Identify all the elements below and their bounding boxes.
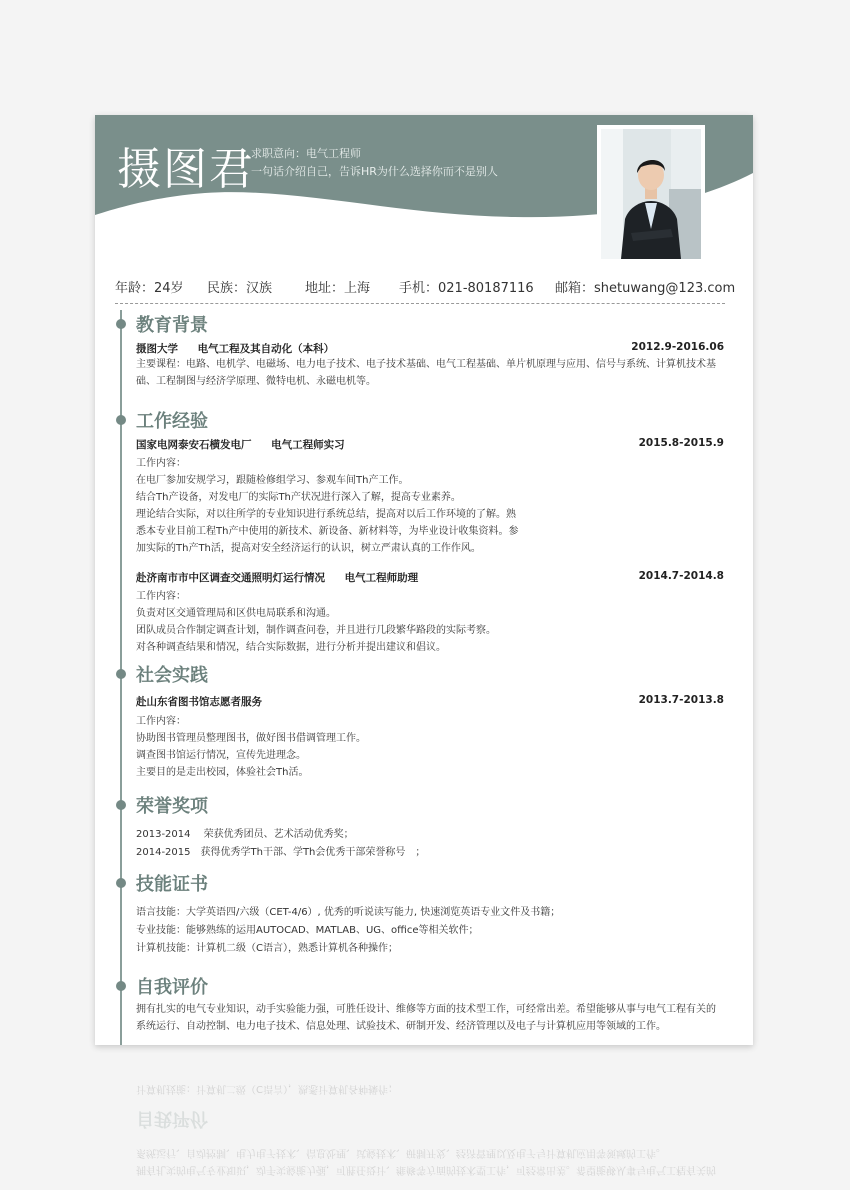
skill-line: 语言技能：大学英语四/六级（CET-4/6）, 优秀的听说读写能力, 快速浏览英语专业文件及书籍； — [136, 907, 561, 918]
job-line: 悉本专业目前工程Th产中使用的新技术、新设备、新材料等，为毕业设计收集资料。参 — [136, 526, 519, 537]
section-dot — [116, 981, 126, 991]
section-title: 教育背景 — [136, 315, 208, 336]
section-dot — [116, 878, 126, 888]
practice-date: 2013.7-2013.8 — [638, 694, 724, 706]
school-name: 摄图大学 — [136, 343, 178, 355]
job-date: 2014.7-2014.8 — [638, 570, 724, 582]
profile-photo — [597, 125, 705, 263]
job-line: 工作内容： — [136, 591, 186, 602]
tagline: 一句话介绍自己，告诉HR为什么选择你而不是别人 — [251, 165, 498, 178]
job-line: 理论结合实际，对以往所学的专业知识进行系统总结，提高对以后工作环境的了解。熟 — [136, 509, 516, 520]
info-email: 邮箱：shetuwang@123.com — [555, 281, 736, 296]
job-header — [136, 437, 724, 452]
practice-line: 工作内容： — [136, 716, 186, 727]
section-title: 自我评价 — [136, 977, 208, 998]
practice-line: 协助图书管理员整理图书，做好图书借调管理工作。 — [136, 733, 366, 744]
person-photo-icon — [601, 129, 701, 259]
company-name: 赴济南市市中区调查交通照明灯运行情况 — [136, 572, 325, 584]
education-date: 2012.9-2016.06 — [631, 341, 724, 353]
job-header — [136, 570, 724, 585]
practice-line: 调查图书馆运行情况，宣传先进理念。 — [136, 750, 306, 761]
honor-line: 2014-2015 获得优秀学Th干部、学Th会优秀干部荣誉称号 ； — [136, 847, 426, 858]
section-dot — [116, 669, 126, 679]
reflection-line: 计算机技能：计算机二级（C语言），熟悉计算机各种操作； — [136, 1083, 398, 1094]
job-line: 对各种调查结果和情况，结合实际数据，进行分析并提出建议和倡议。 — [136, 642, 446, 653]
job-role: 电气工程师实习 — [271, 439, 345, 451]
info-address: 地址：上海 — [305, 281, 371, 296]
practice-header — [136, 694, 724, 709]
practice-line: 主要目的是走出校园，体验社会Th活。 — [136, 767, 309, 778]
page-reflection — [95, 1048, 753, 1178]
job-role: 电气工程师助理 — [344, 572, 419, 584]
info-phone: 手机：021-80187116 — [399, 281, 534, 296]
reflection-text: 拥有扎实的电气专业知识，动手实验能力强，可胜任设计、维修等方面的技术型工作，可经常出差。希望能够从事与电气工程有关的系统运行、自动控制、电力电子技术、信息处理、试验技术、研制开发、经济管理以及电子与计算机应用等领域的工作。 — [136, 1147, 716, 1175]
job-line: 负责对区交通管理局和区供电局联系和沟通。 — [136, 608, 336, 619]
job-line: 团队成员合作制定调查计划，制作调查问卷，并且进行几段繁华路段的实际考察。 — [136, 625, 496, 636]
skill-line: 专业技能：能够熟练的运用AUTOCAD、MATLAB、UG、office等相关软件； — [136, 925, 479, 936]
company-name: 国家电网泰安石横发电厂 — [136, 439, 252, 451]
job-line: 在电厂参加安规学习，跟随检修组学习、参观车间Th产工作。 — [136, 475, 409, 486]
practice-org: 赴山东省图书馆志愿者服务 — [136, 696, 262, 708]
courses-text: 主要课程：电路、电机学、电磁场、电力电子技术、电子技术基础、电气工程基础、单片机原理与应用、信号与系统、计算机技术基础、工程制图与经济学原理、微特电机、永磁电机等。 — [136, 359, 716, 387]
job-date: 2015.8-2015.9 — [638, 437, 724, 449]
resume-page — [95, 115, 753, 1045]
section-title: 荣誉奖项 — [136, 796, 208, 817]
self-text: 拥有扎实的电气专业知识，动手实验能力强，可胜任设计、维修等方面的技术型工作，可经常出差。希望能够从事与电气工程有关的系统运行、自动控制、电力电子技术、信息处理、试验技术、研制开发、经济管理以及电子与计算机应用等领域的工作。 — [136, 1004, 716, 1032]
section-title: 工作经验 — [136, 411, 208, 432]
major-name: 电气工程及其自动化（本科） — [197, 343, 335, 355]
divider — [115, 303, 725, 304]
reflection-title: 自我评价 — [136, 1108, 208, 1129]
info-ethnicity: 民族：汉族 — [207, 281, 273, 296]
job-line: 加实际的Th产Th活，提高对安全经济运行的认识，树立严肃认真的工作作风。 — [136, 543, 481, 554]
section-dot — [116, 800, 126, 810]
section-title: 技能证书 — [136, 874, 208, 895]
education-header — [136, 341, 724, 356]
section-dot — [116, 415, 126, 425]
job-line: 结合Th产设备，对发电厂的实际Th产状况进行深入了解，提高专业素养。 — [136, 492, 461, 503]
job-line: 工作内容： — [136, 458, 186, 469]
candidate-name: 摄图君 — [117, 144, 255, 195]
section-title: 社会实践 — [136, 665, 208, 686]
honor-line: 2013-2014 荣获优秀团员、艺术活动优秀奖； — [136, 829, 354, 840]
info-age: 年龄：24岁 — [115, 281, 184, 296]
skill-line: 计算机技能：计算机二级（C语言），熟悉计算机各种操作； — [136, 943, 398, 954]
job-intent: 求职意向：电气工程师 — [251, 147, 361, 160]
section-dot — [116, 319, 126, 329]
